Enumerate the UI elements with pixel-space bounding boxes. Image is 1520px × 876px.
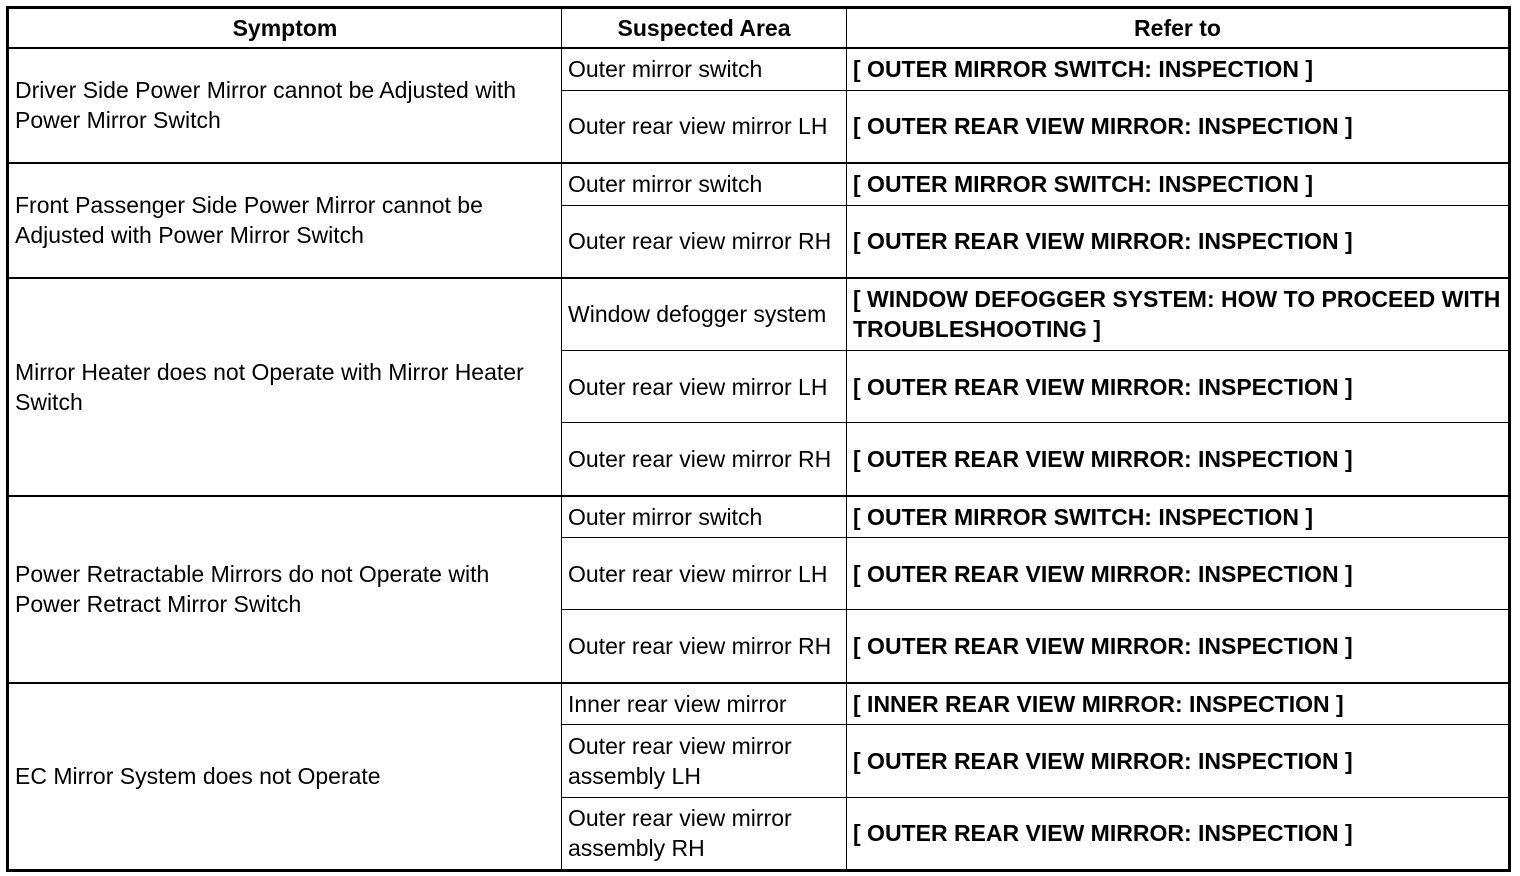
suspected-area-cell: Outer rear view mirror LH [562,90,847,163]
refer-link[interactable]: [ OUTER MIRROR SWITCH: INSPECTION ] [847,163,1510,205]
symptom-cell: Front Passenger Side Power Mirror cannot be Adjusted with Power Mirror Switch [8,163,562,278]
symptom-cell: Driver Side Power Mirror cannot be Adjusted with Power Mirror Switch [8,48,562,163]
refer-link[interactable]: [ OUTER REAR VIEW MIRROR: INSPECTION ] [847,797,1510,870]
symptom-cell: Mirror Heater does not Operate with Mirror Heater Switch [8,278,562,496]
suspected-area-cell: Inner rear view mirror [562,683,847,725]
suspected-area-cell: Outer mirror switch [562,163,847,205]
refer-link[interactable]: [ OUTER REAR VIEW MIRROR: INSPECTION ] [847,351,1510,423]
symptom-cell: EC Mirror System does not Operate [8,683,562,871]
refer-link[interactable]: [ OUTER REAR VIEW MIRROR: INSPECTION ] [847,538,1510,610]
suspected-area-cell: Outer rear view mirror LH [562,538,847,610]
table-row [8,496,1510,538]
suspected-area-cell: Outer rear view mirror RH [562,205,847,278]
symptom-cell: Power Retractable Mirrors do not Operate with Power Retract Mirror Switch [8,496,562,683]
refer-link[interactable]: [ OUTER MIRROR SWITCH: INSPECTION ] [847,48,1510,90]
refer-link[interactable]: [ OUTER REAR VIEW MIRROR: INSPECTION ] [847,90,1510,163]
table-row [8,278,1510,351]
header-refer-to: Refer to [847,8,1510,49]
refer-link[interactable]: [ WINDOW DEFOGGER SYSTEM: HOW TO PROCEED WITH TROUBLESHOOTING ] [847,278,1510,351]
refer-link[interactable]: [ OUTER REAR VIEW MIRROR: INSPECTION ] [847,205,1510,278]
suspected-area-cell: Outer rear view mirror assembly RH [562,797,847,870]
suspected-area-cell: Outer mirror switch [562,496,847,538]
table-row [8,683,1510,725]
suspected-area-cell: Outer mirror switch [562,48,847,90]
header-suspected-area: Suspected Area [562,8,847,49]
refer-link[interactable]: [ INNER REAR VIEW MIRROR: INSPECTION ] [847,683,1510,725]
table-row [8,163,1510,205]
suspected-area-cell: Outer rear view mirror LH [562,351,847,423]
refer-link[interactable]: [ OUTER REAR VIEW MIRROR: INSPECTION ] [847,610,1510,683]
table-row [8,48,1510,90]
troubleshooting-table [6,6,1511,872]
refer-link[interactable]: [ OUTER REAR VIEW MIRROR: INSPECTION ] [847,423,1510,496]
suspected-area-cell: Outer rear view mirror RH [562,423,847,496]
suspected-area-cell: Outer rear view mirror assembly LH [562,725,847,797]
header-row [8,8,1510,49]
suspected-area-cell: Window defogger system [562,278,847,351]
suspected-area-cell: Outer rear view mirror RH [562,610,847,683]
refer-link[interactable]: [ OUTER REAR VIEW MIRROR: INSPECTION ] [847,725,1510,797]
refer-link[interactable]: [ OUTER MIRROR SWITCH: INSPECTION ] [847,496,1510,538]
header-symptom: Symptom [8,8,562,49]
